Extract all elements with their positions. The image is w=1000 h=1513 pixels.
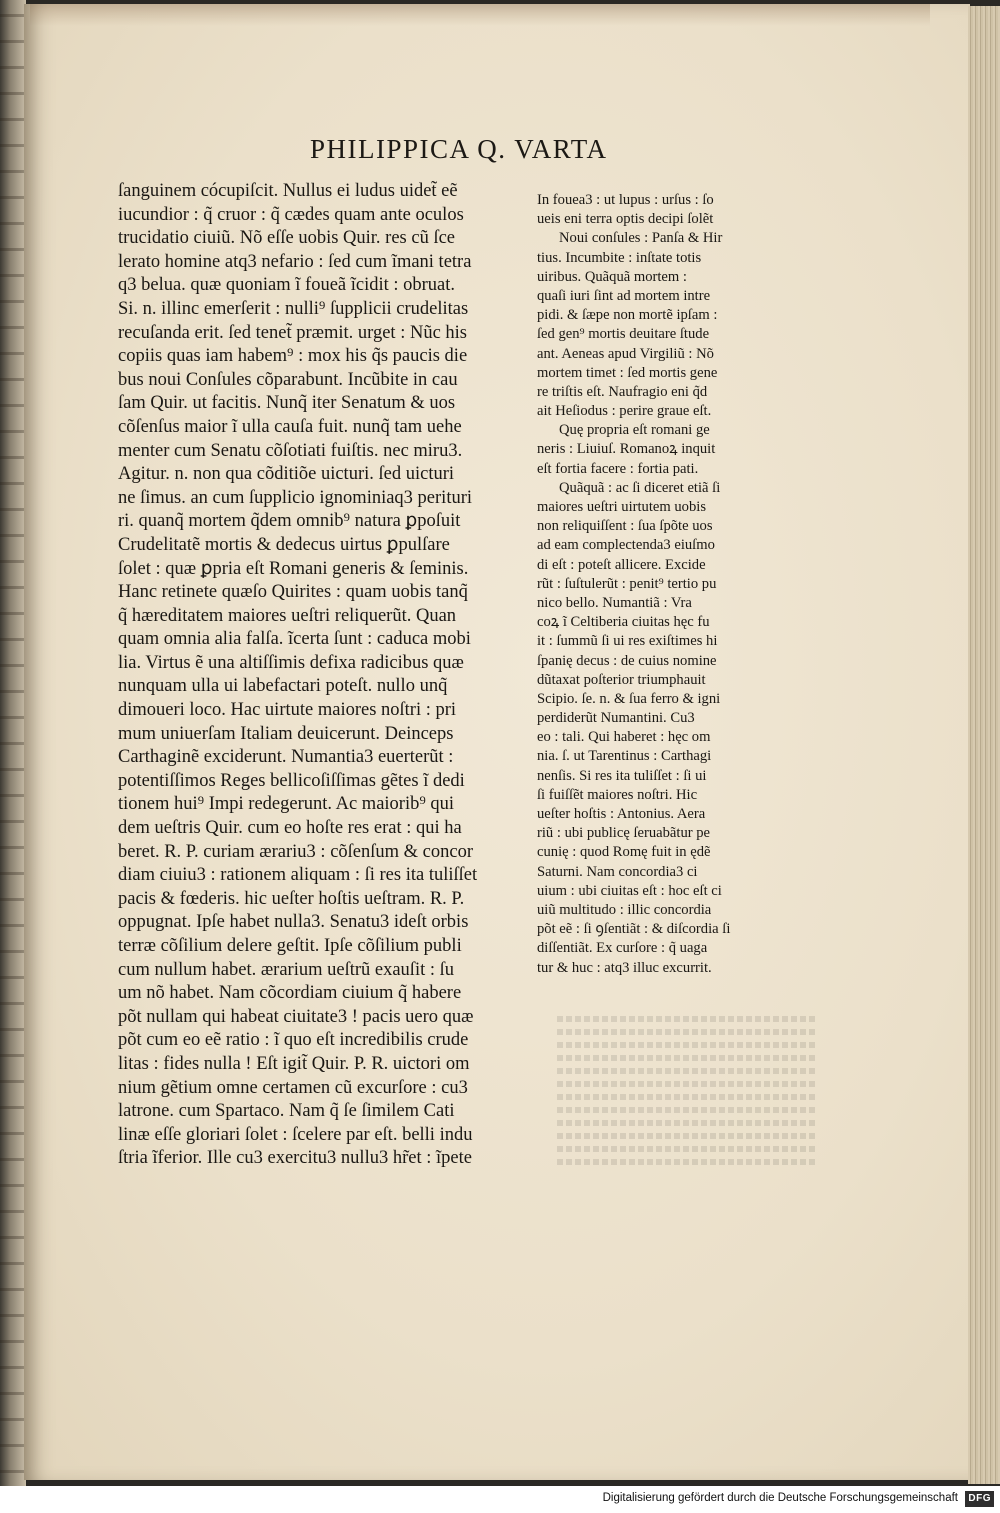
main-text-line: linæ eſſe gloriari ſolet : ſcelere par eſt. belli indu <box>118 1124 473 1145</box>
main-text-line: q̃ hæreditatem maiores ueſtri reliquerũt. Quan <box>118 605 457 626</box>
footer-bar <box>0 1486 1000 1513</box>
commentary-line: nenſis. Si res ita tuliſſet : ſi ui <box>537 767 707 784</box>
commentary-line: ueſter hoſtis : Antonius. Aera <box>537 806 706 822</box>
commentary-line: nia. ſ. ut Tarentinus : Carthagi <box>537 748 712 765</box>
main-text-line: bus noui Conſules cõparabunt. Incũbite in cau <box>118 369 458 390</box>
main-text-line: recuſanda erit. ſed tenet̃ præmit. urget : Nũc his <box>118 322 467 343</box>
main-text-line: ne ſimus. an cum ſupplicio ignominiaq3 perituri <box>118 487 473 508</box>
commentary-line: rũt : ſuſtulerũt : penit⁹ tertio pu <box>537 575 717 592</box>
commentary-line: di eſt : poteſt allicere. Excide <box>537 556 706 573</box>
main-text-line: mum uniuerſam Italiam deuicerunt. Deinceps <box>118 723 454 744</box>
commentary-line: uium : ubi ciuitas eſt : hoc eſt ci <box>537 882 722 899</box>
commentary-line: ad eam complectenda3 eiuſmo <box>537 537 715 554</box>
page-fore-edge <box>968 6 1000 1484</box>
main-text-line: nium gẽtium omne certamen cũ excurſore : cu3 <box>118 1077 468 1098</box>
main-text-line: ſolet : quæ ꝑpria eſt Romani generis & ſeminis. <box>118 558 469 579</box>
main-text-line: ſam Quir. ut facitis. Nunq̃ iter Senatum & uos <box>118 393 456 414</box>
main-text-line: Agitur. n. non qua cõditiõe uicturi. ſed uicturi <box>118 464 455 485</box>
commentary-line: tur & huc : atq3 illuc excurrit. <box>537 959 712 976</box>
main-text-line: dem ueſtris Quir. cum eo hoſte res erat : qui ha <box>118 818 462 839</box>
left-page-bleed-text <box>0 0 26 1486</box>
main-text-line: ſanguinem cócupiſcit. Nullus ei ludus uidet̃ eẽ <box>118 181 458 201</box>
commentary-line: neris : Liuiuſ. Romanoꝝ inquit <box>537 441 716 458</box>
top-stain <box>30 4 930 26</box>
commentary-line: it : ſummũ ſi ui res exiſtimes hi <box>537 633 718 650</box>
commentary-line: Quãquã : ac ſi diceret etiã ſi <box>559 479 721 496</box>
commentary-column <box>537 191 797 978</box>
main-text-line: põt cum eo eẽ ratio : ĩ quo eſt incredibilis crude <box>118 1030 469 1051</box>
commentary-line: ſed gen⁹ mortis deuitare ſtude <box>537 326 710 343</box>
commentary-line: ait Heſiodus : perire graue eſt. <box>537 403 712 420</box>
commentary-line: põt eẽ : ſi ꝯſentiãt : & diſcordia ſi <box>537 921 731 938</box>
commentary-line: quaſi iuri ſint ad mortem intre <box>537 287 711 304</box>
running-head: PHILIPPICA Q. VARTA <box>310 134 608 164</box>
commentary-line: non reliquiſſent : ſua ſpõte uos <box>537 518 713 535</box>
commentary-line: maiores ueſtri uirtutem uobis <box>537 499 707 515</box>
main-text-line: menter cum Senatu cõſotiati fuiſtis. nec miru3. <box>118 440 463 461</box>
commentary-line: riũ : ubi publicę ſeruabãtur pe <box>537 825 711 842</box>
commentary-line: eo : tali. Qui haberet : hęc om <box>537 729 711 746</box>
main-text-line: pacis & fœderis. hic ueſter hoſtis ueſtram. R. P. <box>118 888 465 909</box>
main-text-line: põt nullam qui habeat ciuitate3 ! pacis uero quæ <box>118 1006 474 1027</box>
main-text-line: q3 belua. quæ quoniam ĩ foueã ĩcidit : obruat. <box>118 275 456 296</box>
main-text-line: Crudelitatẽ mortis & dedecus uirtus ꝑpulſare <box>118 534 450 555</box>
main-text-line: beret. R. P. curiam ærariu3 : cõſenſum & concor <box>118 841 474 862</box>
main-text-column <box>118 180 518 1171</box>
main-text-line: dimoueri loco. Hac uirtute maiores noſtri : pri <box>118 700 457 721</box>
main-text-line: trucidatio ciuiũ. Nõ eſſe uobis Quir. res cũ ſce <box>118 228 456 249</box>
commentary-line: Saturni. Nam concordia3 ci <box>537 863 698 880</box>
commentary-line: tius. Incumbite : inſtate totis <box>537 249 702 266</box>
main-text-line: Si. n. illinc emerſerit : nulli⁹ ſupplicii crudelitas <box>118 298 469 319</box>
dfg-logo: DFG <box>965 1491 994 1507</box>
commentary-line: Scipio. ſe. n. & ſua ferro & igni <box>537 690 721 707</box>
main-text-line: potentiſſimos Reges bellicoſiſſimas gẽtes ĩ dedi <box>118 770 465 791</box>
main-text-line: oppugnat. Ipſe habet nulla3. Senatu3 ideſt orbis <box>118 912 469 933</box>
commentary-line: uiũ multitudo : illic concordia <box>537 901 712 918</box>
commentary-line: re triſtis eſt. Naufragio eni q̃d <box>537 383 708 400</box>
main-text-line: nunquam ulla ui labefactari poteſt. nullo unq̃ <box>118 676 448 697</box>
main-text-line: diam ciuiu3 : rationem aliquam : ſi res ita tuliſſet <box>118 865 478 886</box>
commentary-line: Noui conſules : Panſa & Hir <box>559 230 723 247</box>
commentary-line: eſt fortia facere : fortia pati. <box>537 460 699 477</box>
main-text-line: Carthaginẽ exciderunt. Numantia3 euerterũt : <box>118 747 454 768</box>
main-text-line: litas : fides nulla ! Eſt igit̃ Quir. P. R. uictori om <box>118 1053 470 1074</box>
commentary-line: Quę propria eſt romani ge <box>559 422 710 439</box>
commentary-line: ueis eni terra optis decipi ſolẽt <box>537 211 714 228</box>
commentary-line: ant. Aeneas apud Virgiliũ : Nõ <box>537 345 714 362</box>
commentary-line: diſſentiãt. Ex curſore : q̃ uaga <box>537 940 708 957</box>
main-text-line: Hanc retinete quæſo Quirites : quam uobis tanq̃ <box>118 582 468 603</box>
commentary-line: In fouea3 : ut lupus : urſus : ſo <box>537 192 714 208</box>
main-text-line: terræ cõſilium delere geſtit. Ipſe cõſilium publi <box>118 936 462 956</box>
commentary-line: uiribus. Quãquã mortem : <box>537 268 687 285</box>
main-text-line: tionem hui⁹ Impi redegerunt. Ac maiorib⁹ qui <box>118 794 455 815</box>
commentary-line: coꝝ ĩ Celtiberia ciuitas hęc fu <box>537 614 710 631</box>
main-text-line: lerato homine atq3 nefario : ſed cum ĩmani tetra <box>118 251 472 272</box>
commentary-line: cunię : quod Romę fuit in ędẽ <box>537 844 711 861</box>
main-text-line: latrone. cum Spartaco. Nam q̃ ſe ſimilem Cati <box>118 1101 455 1122</box>
main-text-line: copiis quas iam habem⁹ : mox his q̃s paucis die <box>118 346 468 367</box>
footer-credit: Digitalisierung gefördert durch die Deutsche Forschungsgemeinschaft <box>602 1492 958 1504</box>
main-text-line: iucundior : q̃ cruor : q̃ cædes quam ante oculos <box>118 204 464 225</box>
main-text-line: ri. quanq̃ mortem q̃dem omnib⁹ natura ꝑpoſuit <box>118 511 461 532</box>
show-through-text <box>555 1010 815 1240</box>
main-text-line: um nõ habet. Nam cõcordiam ciuium q̃ habere <box>118 983 462 1004</box>
commentary-line: pidi. & ſæpe non mortẽ ipſam : <box>537 307 718 324</box>
commentary-line: mortem timet : ſed mortis gene <box>537 364 718 381</box>
commentary-line: nico bello. Numantiã : Vra <box>537 594 692 611</box>
commentary-line: ſpanię decus : de cuius nomine <box>537 652 717 669</box>
main-text-line: quam omnia alia falſa. ĩcerta ſunt : caduca mobi <box>118 629 471 650</box>
commentary-line: perdiderũt Numantini. Cu3 <box>537 710 695 727</box>
commentary-line: dũtaxat poſterior triumphauit <box>537 671 706 688</box>
commentary-line: ſi fuiſſẽt maiores noſtri. Hic <box>537 786 698 803</box>
main-text-line: cum nullum habet. ærarium ueſtrũ exauſit : ſu <box>118 959 455 980</box>
main-text-line: ſtria ĩferior. Ille cu3 exercitu3 nullu3 hr̃et : ĩpete <box>118 1148 472 1169</box>
main-text-line: cõſenſus maior ĩ ulla cauſa fuit. nunq̃ tam uehe <box>118 416 462 437</box>
main-text-line: lia. Virtus ẽ una altiſſimis defixa radicibus quæ <box>118 652 464 673</box>
